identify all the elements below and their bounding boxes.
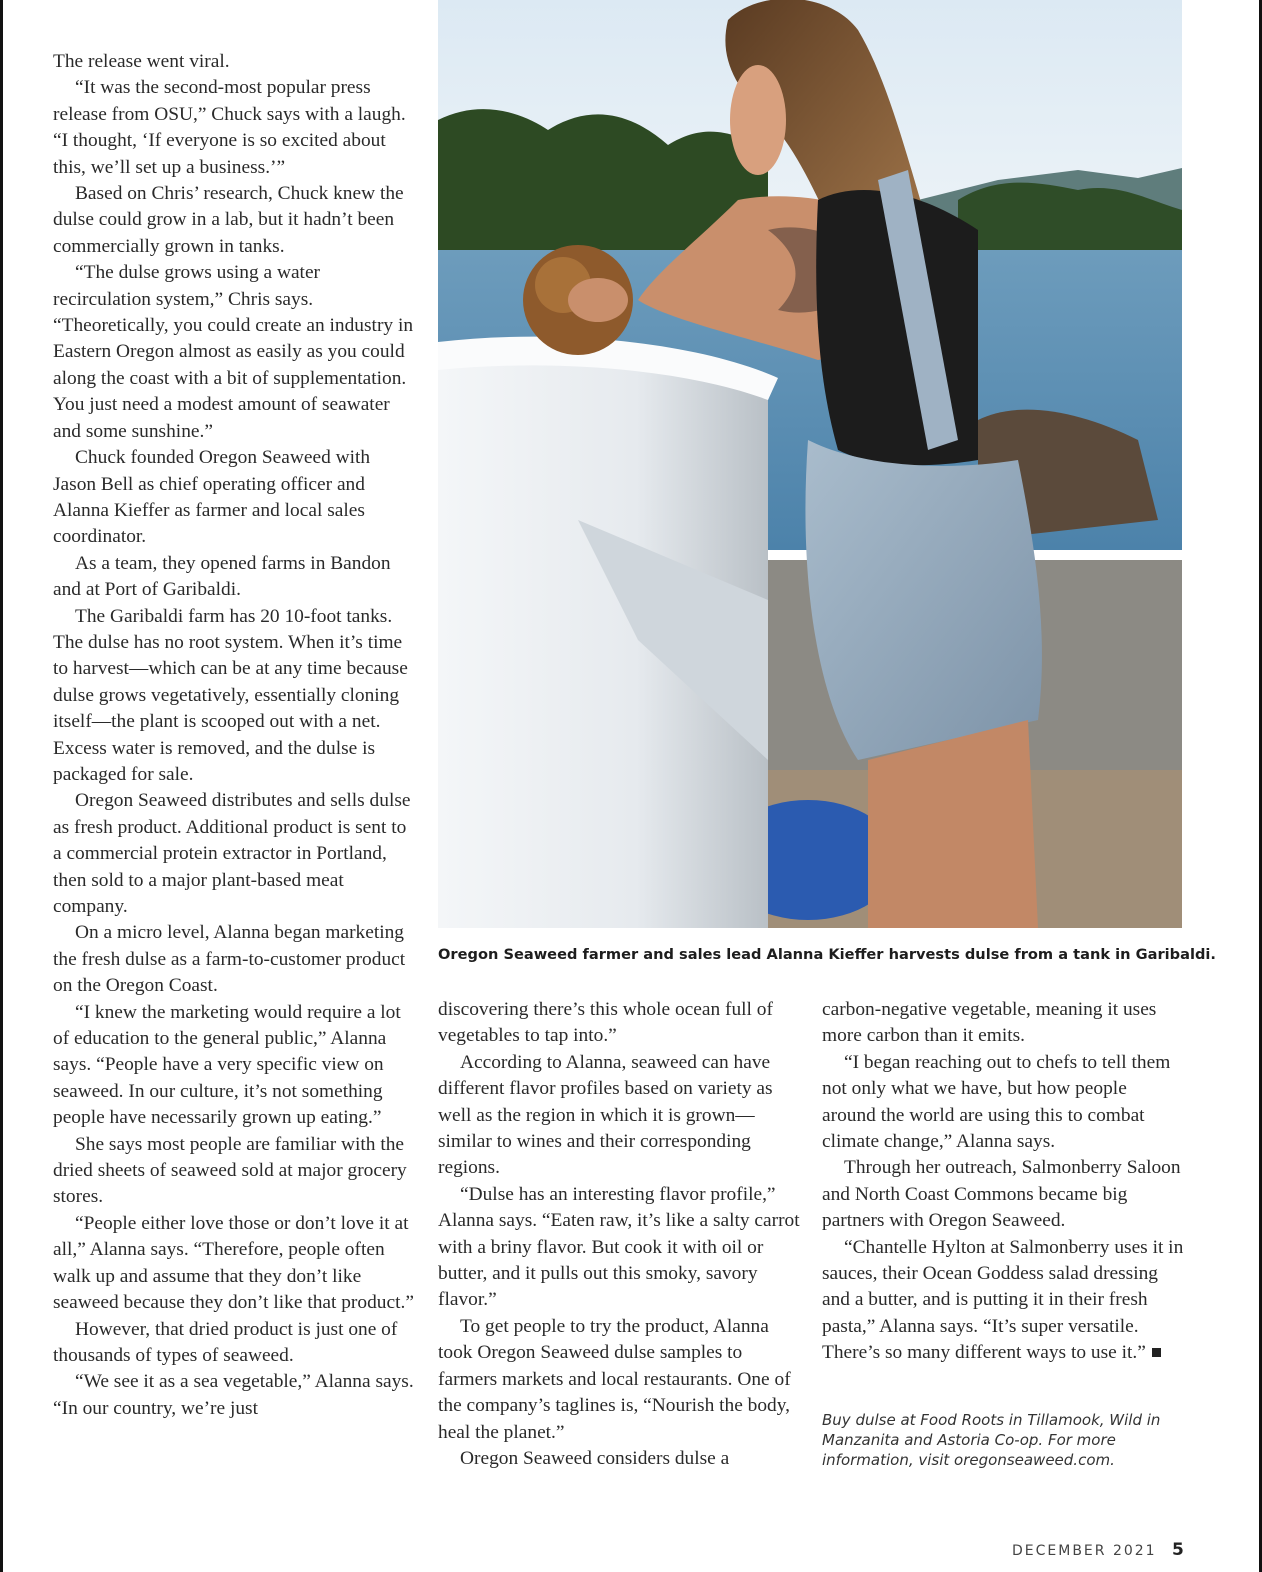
article-paragraph: On a micro level, Alanna began marketing the fresh dulse as a farm-to-customer product on the Oregon Coast. <box>53 922 406 997</box>
promo-note: Buy dulse at Food Roots in Tillamook, Wild in Manzanita and Astoria Co-op. For more information, visit oregonseaweed.com. <box>822 1411 1161 1469</box>
article-paragraph: Chuck founded Oregon Seaweed with Jason Bell as chief operating officer and Alanna Kieffer as farmer and local sales coordinator. <box>53 447 371 548</box>
article-column-right <box>822 997 1184 1367</box>
photo-face <box>730 65 786 175</box>
article-paragraph: According to Alanna, seaweed can have different flavor profiles based on variety as well as the region in which it is grown—similar to wines and their corresponding regions. <box>438 1051 773 1179</box>
article-paragraph: Through her outreach, Salmonberry Saloon and North Coast Commons became big partners with Oregon Seaweed. <box>822 1157 1181 1232</box>
article-paragraph: The Garibaldi farm has 20 10-foot tanks. The dulse has no root system. When it’s time to harvest—which can be at any time because dulse grows vegetatively, essentially cloning itself—the plant is scooped out with a net. Excess water is removed, and the dulse is packaged for sale. <box>53 605 408 785</box>
page-edge-left <box>0 0 3 1572</box>
article-paragraph: “I began reaching out to chefs to tell them not only what we have, but how people around the world are using this to combat climate change,” Alanna says. <box>822 1051 1171 1153</box>
photo-hand <box>568 278 628 322</box>
article-paragraph: Based on Chris’ research, Chuck knew the dulse could grow in a lab, but it hadn’t been commercially grown in tanks. <box>53 183 404 257</box>
article-paragraph: To get people to try the product, Alanna took Oregon Seaweed dulse samples to farmers markets and local restaurants. One of the company’s taglines is, “Nourish the body, heal the planet.” <box>438 1315 791 1443</box>
article-paragraph: She says most people are familiar with the dried sheets of seaweed sold at major grocery stores. <box>53 1133 407 1208</box>
article-paragraph: Oregon Seaweed distributes and sells dulse as fresh product. Additional product is sent to a commercial protein extractor in Portland, then sold to a major plant-based meat company. <box>53 790 411 917</box>
photo-illustration <box>438 0 1182 928</box>
article-paragraph: “I knew the marketing would require a lot of education to the general public,” Alanna says. “People have a very specific view on seaweed. In our culture, it’s not something people have necessarily grown up eating.” <box>53 1001 401 1129</box>
article-paragraph: carbon-negative vegetable, meaning it uses more carbon than it emits. <box>822 999 1157 1047</box>
article-column-middle <box>438 997 802 1472</box>
article-paragraph: “People either love those or don’t love it at all,” Alanna says. “Therefore, people often walk up and assume that they don’t like seaweed because they don’t like that product.” <box>53 1212 414 1314</box>
article-paragraph: “We see it as a sea vegetable,” Alanna says. “In our country, we’re just <box>53 1371 414 1419</box>
article-photo <box>438 0 1182 928</box>
article-paragraph: discovering there’s this whole ocean full of vegetables to tap into.” <box>438 999 773 1047</box>
article-paragraph: The release went viral. <box>53 51 230 72</box>
article-paragraph: “It was the second-most popular press release from OSU,” Chuck says with a laugh. “I thought, ‘If everyone is so excited about this, we’ll set up a business.’” <box>53 77 406 178</box>
folio-issue-date: DECEMBER 2021 <box>1012 1543 1157 1559</box>
article-column-left <box>53 49 415 1422</box>
article-paragraph: “The dulse grows using a water recirculation system,” Chris says. “Theoretically, you could create an industry in Eastern Oregon almost as easily as you could along the coast with a bit of supplementation. You just need a modest amount of seawater and some sunshine.” <box>53 262 414 442</box>
photo-overalls <box>805 440 1041 760</box>
article-paragraph: Oregon Seaweed considers dulse a <box>460 1447 730 1469</box>
article-closing-text: “Chantelle Hylton at Salmonberry uses it in sauces, their Ocean Goddess salad dressing and a butter, and is putting it in their fresh pasta,” Alanna says. “It’s super versatile. There’s so many different ways to use it.” <box>822 1236 1184 1364</box>
article-paragraph: “Dulse has an interesting flavor profile,” Alanna says. “Eaten raw, it’s like a salty carrot with a briny flavor. But cook it with oil or butter, and it pulls out this smoky, savory flavor.” <box>438 1183 800 1311</box>
folio-page-number: 5 <box>1172 1540 1184 1560</box>
article-paragraph: As a team, they opened farms in Bandon and at Port of Garibaldi. <box>53 552 391 601</box>
end-mark-icon <box>1152 1348 1161 1357</box>
article-paragraph <box>822 1235 1184 1367</box>
article-paragraph: However, that dried product is just one of thousands of types of seaweed. <box>53 1318 398 1366</box>
photo-caption: Oregon Seaweed farmer and sales lead Alanna Kieffer harvests dulse from a tank in Garibaldi. <box>438 946 1216 963</box>
